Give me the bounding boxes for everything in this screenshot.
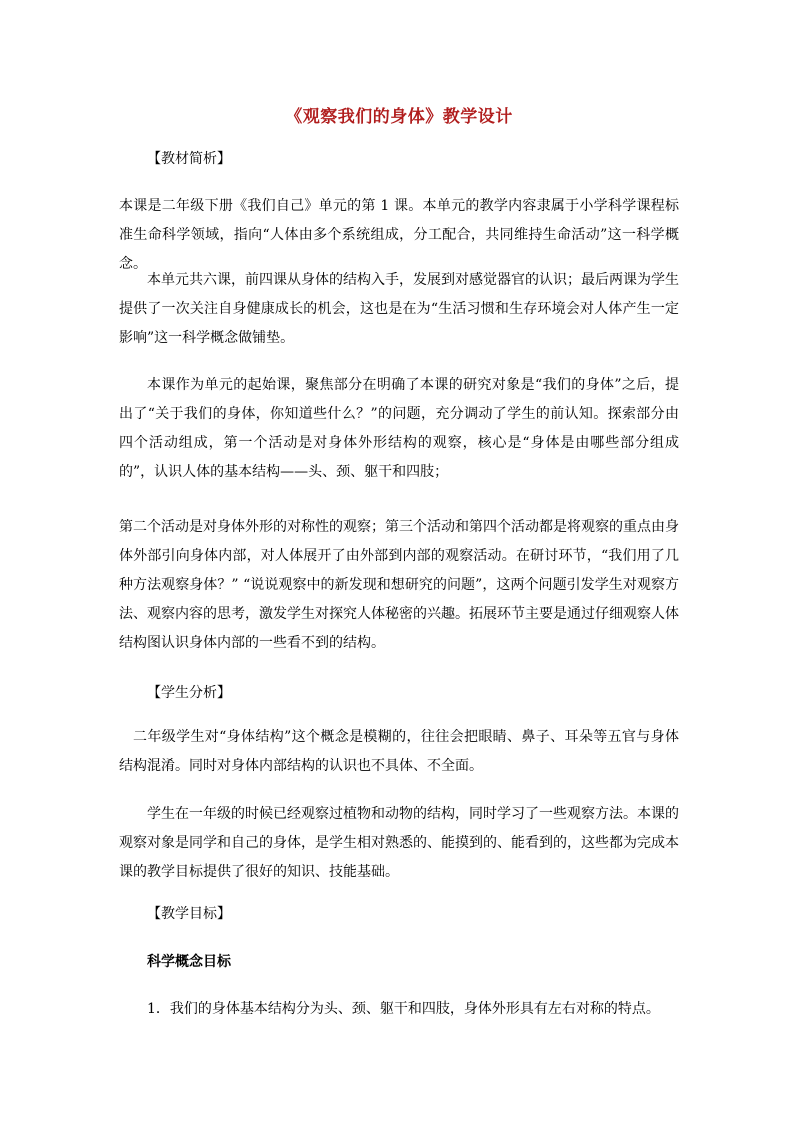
subheading-science-concept-goals: 科学概念目标 (147, 954, 231, 970)
paragraph-student-1: 二年级学生对“身体结构”这个概念是模糊的，往往会把眼睛、鼻子、耳朵等五官与身体结构混淆。同时对身体内部结构的认识也不具体、不全面。 (119, 729, 679, 774)
paragraph-textbook-2: 本单元共六课，前四课从身体的结构入手，发展到对感觉器官的认识；最后两课为学生提供了一次关注自身健康成长的机会，这也是在为“生活习惯和生存环境会对人体产生一定影响”这一科学概念做铺垫。 (119, 272, 679, 346)
paragraph-student-2: 学生在一年级的时候已经观察过植物和动物的结构，同时学习了一些观察方法。本课的观察对象是同学和自己的身体，是学生相对熟悉的、能摸到的、能看到的，这些都为完成本课的教学目标提供了很好的知识、技能基础。 (119, 806, 679, 880)
paragraph-textbook-1: 本课是二年级下册《我们自己》单元的第 1 课。本单元的教学内容隶属于小学科学课程标准生命科学领域，指向“人体由多个系统组成，分工配合，共同维持生命活动”这一科学概念。 (119, 198, 679, 272)
paragraph-textbook-4: 第二个活动是对身体外形的对称性的观察；第三个活动和第四个活动都是将观察的重点由身体外部引向身体内部，对人体展开了由外部到内部的观察活动。在研讨环节，“我们用了几种方法观察身体？” “说说观察中的新发现和想研究的问题”，这两个问题引发学生对观察方法、观察内容的思考，激发学生对探究人体秘密的兴趣。拓展环节主要是通过仔细观察人体结构图认识身体内部的一些看不到的结构。 (119, 519, 679, 651)
paragraph-textbook-3: 本课作为单元的起始课，聚焦部分在明确了本课的研究对象是“我们的身体”之后，提出了“关于我们的身体，你知道些什么？”的问题，充分调动了学生的前认知。探索部分由四个活动组成，第一个活动是对身体外形结构的观察，核心是“身体是由哪些部分组成的”，认识人体的基本结构——头、颈、躯干和四肢； (119, 377, 679, 480)
section-heading-textbook-analysis: 【教材简析】 (147, 151, 231, 167)
section-heading-student-analysis: 【学生分析】 (147, 685, 231, 701)
goal-item-1: 1．我们的身体基本结构分为头、颈、躯干和四肢，身体外形具有左右对称的特点。 (147, 1001, 660, 1017)
document-title: 《观察我们的身体》教学设计 (285, 107, 513, 127)
section-heading-teaching-goals: 【教学目标】 (147, 906, 231, 922)
